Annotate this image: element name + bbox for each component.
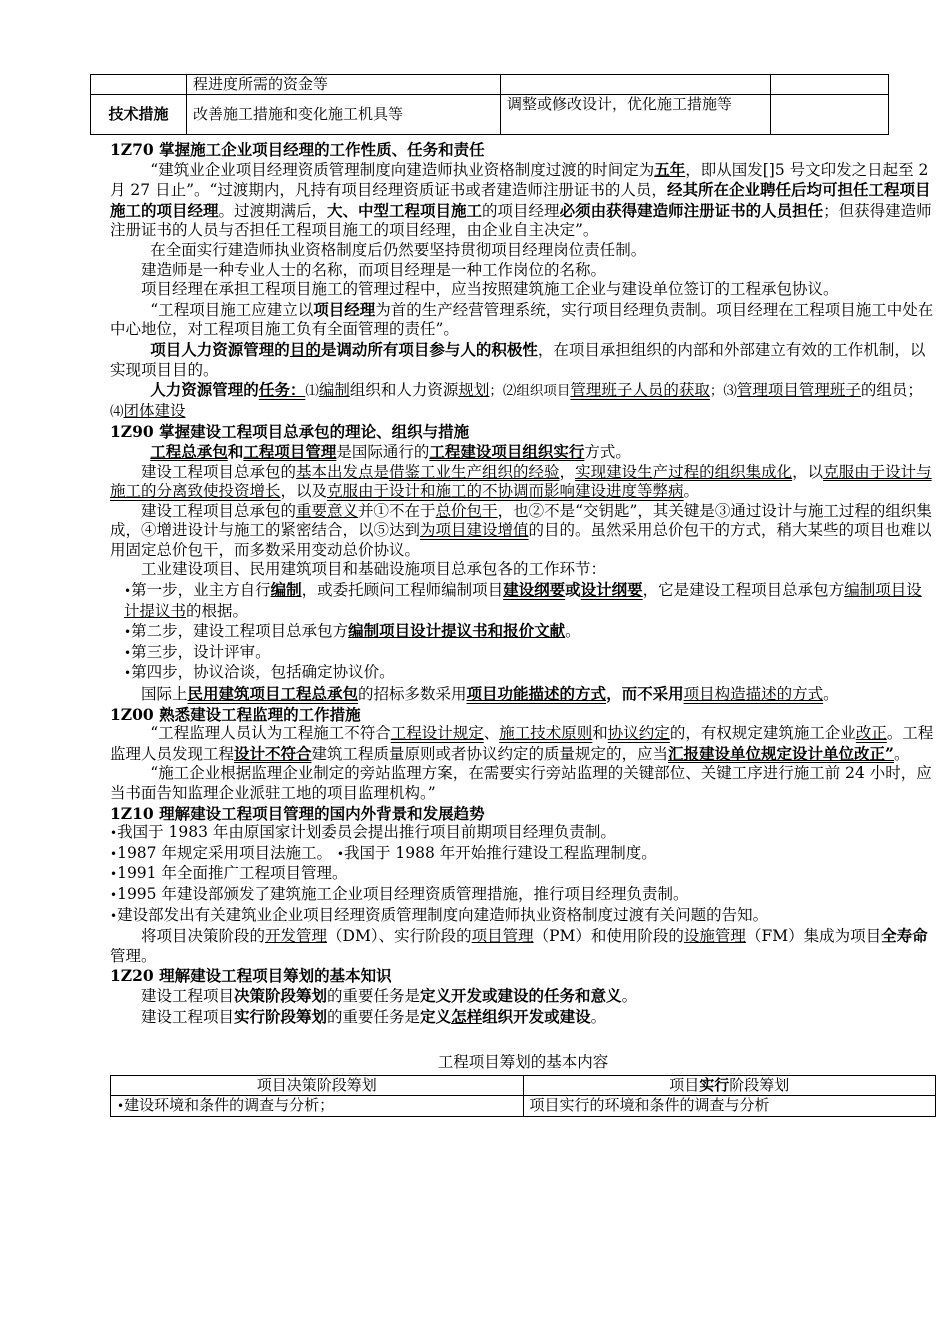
- paragraph: 人力资源管理的任务：⑴编制组织和人力资源规划；⑵组织项目管理班子人员的获取；⑶管理项目管理班子的组员；⑷团体建设: [110, 380, 923, 420]
- section-heading: 1Z90 掌握建设工程项目总承包的理论、组织与措施: [110, 422, 470, 442]
- list-item: •建设部发出有关建筑业企业项目经理资质管理制度向建造师执业资格制度过渡有关问题的告知。: [110, 905, 769, 924]
- bullet-icon: •: [110, 908, 118, 923]
- planning-table: [110, 1075, 936, 1117]
- paragraph: “工程项目施工应建立以项目经理为首的生产经营管理系统，实行项目经理负责制。项目经理在工程项目施工中处在中心地位，对工程项目施工负有全面管理的责任”。: [110, 299, 934, 339]
- paragraph: 建设工程项目总承包的重要意义并①不在于总价包干，也②不是“交钥匙”，其关键是③通过设计与施工过程的组织集成，④增进设计与施工的紧密结合，以⑤达到为项目建设增值的目的。虽然采用总价包干的方式，稍大某些的项目也难以用固定总价包干，而多数采用变动总价协议。: [110, 501, 932, 559]
- paragraph: 建设工程项目实行阶段筹划的重要任务是定义怎样组织开发或建设。: [141, 1006, 607, 1026]
- bullet-icon: •: [110, 846, 118, 861]
- paragraph: 建设工程项目总承包的基本出发点是借鉴工业生产组织的经验，实现建设生产过程的组织集成化，以克服由于设计与施工的分离致使投资增长，以及克服由于设计和施工的不协调而影响建设进度等弊病。: [110, 462, 932, 501]
- table-cell: [91, 75, 187, 95]
- paragraph: “工程监理人员认为工程施工不符合工程设计规定、施工技术原则和协议约定的，有权规定建筑施工企业改正。工程监理人员发现工程设计不符合建筑工程质量原则或者协议约定的质量规定的，应当汇报建设单位规定设计单位改正”。: [110, 724, 934, 763]
- table-header-cell: 项目实行阶段筹划: [523, 1075, 936, 1095]
- section-heading: 1Z70 掌握施工企业项目经理的工作性质、任务和责任: [110, 140, 485, 159]
- bullet-icon: •: [110, 826, 118, 841]
- table-cell: [501, 75, 771, 95]
- table-cell: 项目实行的环境和条件的调查与分析: [523, 1095, 936, 1116]
- paragraph: 项目经理在承担工程项目施工的管理过程中，应当按照建筑施工企业与建设单位签订的工程承包协议。: [141, 280, 839, 299]
- table-row: [111, 1095, 936, 1116]
- list-item: •第四步，协议洽谈，包括确定协议价。: [124, 663, 395, 682]
- table-cell: [771, 75, 889, 95]
- paragraph: 国际上民用建筑项目工程总承包的招标多数采用项目功能描述的方式，而不采用项目构造描述的方式。: [141, 684, 839, 704]
- table-caption: 工程项目筹划的基本内容: [437, 1053, 609, 1072]
- table-cell: [771, 95, 889, 135]
- bullet-icon: •: [336, 846, 344, 861]
- table-row-header: 技术措施: [91, 95, 187, 135]
- paragraph: 项目人力资源管理的目的是调动所有项目参与人的积极性，在项目承担组织的内部和外部建立有效的工作机制，以实现项目目的。: [110, 339, 926, 379]
- bullet-icon: •: [124, 584, 132, 599]
- table-cell: 程进度所需的资金等: [187, 75, 501, 95]
- list-item: •1995 年建设部颁发了建筑施工企业项目经理资质管理措施，推行项目经理负责制。: [110, 884, 689, 903]
- list-item: •我国于 1983 年由原国家计划委员会提出推行项目前期项目经理负责制。: [110, 823, 616, 842]
- list-item: •1987 年规定采用项目法施工。 •我国于 1988 年开始推行建设工程监理制度。: [110, 843, 657, 862]
- list-item: •第二步，建设工程项目总承包方编制项目设计提议书和报价文献。: [124, 621, 581, 641]
- bullet-icon: •: [110, 887, 118, 902]
- section-heading: 1Z00 熟悉建设工程监理的工作措施: [110, 704, 361, 724]
- table-header-cell: 项目决策阶段筹划: [111, 1075, 524, 1095]
- measures-table: [90, 74, 889, 135]
- bullet-icon: •: [110, 867, 118, 882]
- bullet-icon: •: [117, 1098, 125, 1113]
- table-row: [91, 75, 889, 95]
- list-item: •1991 年全面推广工程项目管理。: [110, 864, 348, 883]
- section-heading: 1Z20 理解建设工程项目筹划的基本知识: [110, 966, 392, 986]
- paragraph: 在全面实行建造师执业资格制度后仍然要坚持贯彻项目经理岗位责任制。: [150, 240, 647, 259]
- table-row: [91, 95, 889, 135]
- table-row: [111, 1075, 936, 1095]
- paragraph: “建筑业企业项目经理资质管理制度向建造师执业资格制度过渡的时间定为五年，即从国发[]5 号文印发之日起至 2 月 27 日止”。“过渡期内，凡持有项目经理资质证书或者建造师注册证书的人员，经其所在企业聘任后均可担任工程项目施工的项目经理。过渡期满后，大、中型工程项目施工的项目经理必须由获得建造师注册证书的人员担任；但获得建造师注册证书的人员与否担任工程项目施工的项目经理，由企业自主决定”。: [110, 159, 932, 240]
- paragraph: 将项目决策阶段的开发管理（DM）、实行阶段的项目管理（PM）和使用阶段的设施管理（FM）集成为项目全寿命管理。: [110, 926, 928, 965]
- list-item: •第一步，业主方自行编制，或委托顾问工程师编制项目建设纲要或设计纲要，它是建设工程项目总承包方编制项目设计提议书的根据。: [124, 580, 922, 620]
- paragraph: 工业建设项目、民用建筑项目和基础设施项目总承包各的工作环节：: [141, 560, 607, 579]
- bullet-icon: •: [124, 625, 132, 640]
- paragraph: 工程总承包和工程项目管理是国际通行的工程建设项目组织实行方式。: [150, 441, 631, 461]
- bullet-icon: •: [124, 645, 132, 660]
- table-cell: •建设环境和条件的调查与分析；: [111, 1095, 524, 1116]
- document-body: [110, 140, 936, 1117]
- paragraph: 建造师是一种专业人士的名称，而项目经理是一种工作岗位的名称。: [141, 260, 607, 279]
- table-cell: 改善施工措施和变化施工机具等: [187, 95, 501, 135]
- list-item: •第三步，设计评审。: [124, 642, 271, 661]
- paragraph: “施工企业根据监理企业制定的旁站监理方案，在需要实行旁站监理的关键部位、关键工序进行施工前 24 小时，应当书面告知监理企业派驻工地的项目监理机构。”: [110, 764, 932, 802]
- section-heading: 1Z10 理解建设工程项目管理的国内外背景和发展趋势: [110, 803, 485, 823]
- table-cell: 调整或修改设计，优化施工措施等: [501, 95, 771, 135]
- bullet-icon: •: [124, 666, 132, 681]
- paragraph: 建设工程项目决策阶段筹划的重要任务是定义开发或建设的任务和意义。: [141, 985, 638, 1005]
